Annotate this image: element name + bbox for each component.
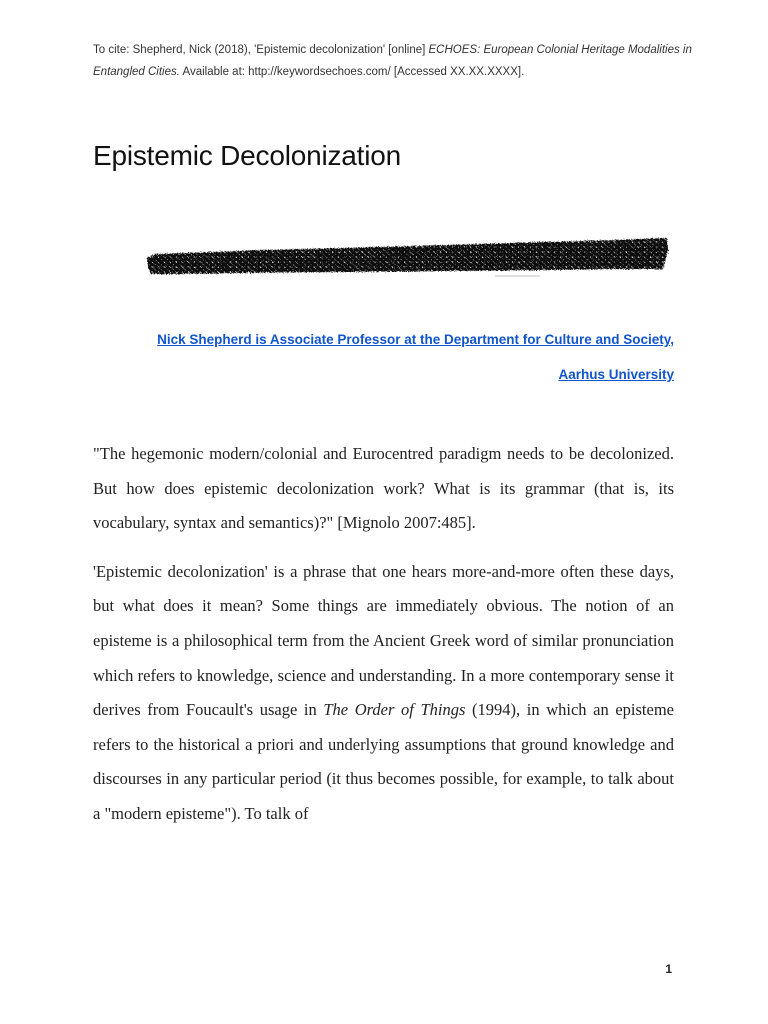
body-paragraph <box>93 555 674 832</box>
page-title: Epistemic Decolonization <box>93 140 402 171</box>
citation-text: To cite: Shepherd, Nick (2018), 'Epistemic decolonization' [online] <box>93 44 429 56</box>
citation-availability: Available at: http://keywordsechoes.com/ [Accessed XX.XX.XXXX]. <box>179 66 525 78</box>
page-number: 1 <box>665 962 672 976</box>
paragraph-text: 'Epistemic decolonization' is a phrase that one hears more-and-more often these days, but what does it mean? Some things are immediately obvious. The notion of an episteme is a philosophical term from the Ancient Greek word of similar pronunciation which refers to knowledge, science and understanding. In a more contemporary sense it derives from Foucault's usage in <box>93 561 674 720</box>
citation-journal: ECHOES: European Colonial Heritage Modalities in Entangled Cities. <box>93 44 692 78</box>
article-body <box>93 437 674 846</box>
epigraph-paragraph: "The hegemonic modern/colonial and Eurocentred paradigm needs to be decolonized. But how does epistemic decolonization work? What is its grammar (that is, its vocabulary, syntax and semantics)?" [Mignolo 2007:485]. <box>93 444 674 533</box>
book-title: The Order of Things <box>323 700 466 720</box>
author-affiliation-link[interactable]: Nick Shepherd is Associate Professor at the Department for Culture and Society, Aarhus University <box>157 332 674 382</box>
citation-header <box>93 39 693 83</box>
paragraph-text-continued: (1994), in which an episteme refers to the historical a priori and underlying assumptions that ground knowledge and discourses in any particular period (it thus becomes possible, for example, to talk about a "modern episteme"). To talk of <box>93 700 674 823</box>
brush-stroke-divider <box>145 236 670 278</box>
